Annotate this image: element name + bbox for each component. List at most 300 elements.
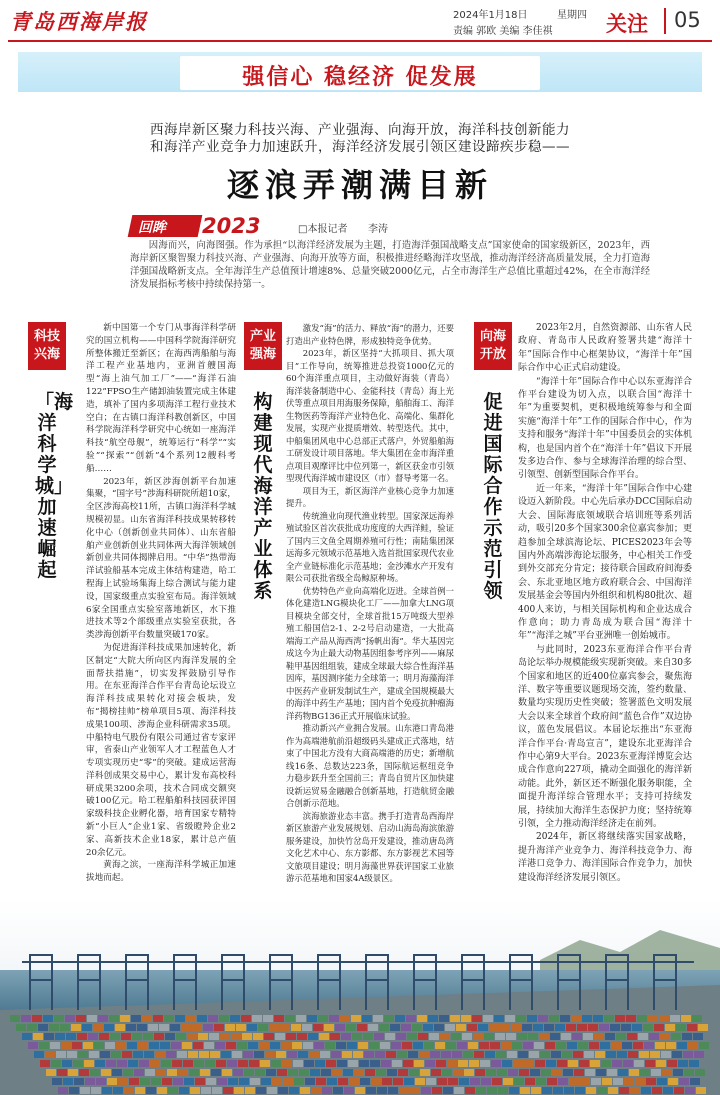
container-block <box>448 1078 458 1085</box>
container-block <box>572 1033 582 1040</box>
container-block <box>276 1051 286 1058</box>
container-block <box>170 1024 180 1031</box>
container-block <box>606 1051 616 1058</box>
column-3-paragraph: 近一年来，“海洋十年”国际合作中心建设迈入新阶段。中心先后承办DCC国际启动大会、国际海底领域联合培训班等系列活动，吸引20多个国家300余位嘉宾参加；更趋参加全球滨海论坛、PICES2023年会等国内外高端涉海论坛服务，中心相关工作受到外交部充分肯定；接待联合国政府间海委会、东北亚地区地方政府联合会、中国海洋发展基金会等国内外组织和机构80批次、超400人来访，与相关国际机构和企业达成合作意向；助力青岛成为联合国“海洋十年”“海洋之城”平台亚洲唯一创始城市。 <box>518 483 692 642</box>
container-block <box>464 1069 474 1076</box>
container-block <box>557 1060 567 1067</box>
container-block <box>363 1033 373 1040</box>
container-block <box>639 1051 649 1058</box>
container-block <box>553 1087 563 1094</box>
issue-date: 2024年1月18日 <box>453 10 528 21</box>
container-block <box>634 1060 644 1067</box>
container-block <box>676 1024 686 1031</box>
container-block <box>693 1033 703 1040</box>
column-2-paragraph: 传统渔业向现代渔业转型。国家深远海养殖试验区首次获批成功度度的大西洋鲑，验证了国内三文鱼全周期养殖可行性；南陆集团深远海多元领域示范基地入选首批国家现代农业全产业链标准化示范基地；金沙滩水产开发有限公司获批省级全岛鲸原种场。 <box>286 510 454 583</box>
container-block <box>602 1078 612 1085</box>
container-block <box>200 1069 210 1076</box>
column-1-paragraph: 黄海之滨，一座海洋科学城正加速拔地而起。 <box>86 860 236 884</box>
container-block <box>285 1015 295 1022</box>
container-block <box>630 1087 640 1094</box>
container-block <box>540 1051 550 1058</box>
container-block <box>567 1042 577 1049</box>
container-block <box>626 1015 636 1022</box>
column-2-paragraph: 推动新兴产业拥合发展。山东港口青岛港作为高端港航前沿超级码头建成正式落地，结束了中国北方没有大商高端港的历史；新增航线16条、总数达223条，国际航运枢纽竞争力稳步跃升至全国前三；青岛自贸片区加快建设新运贸易金融融合创新基地，打造航贸金融合创新示范地。 <box>286 723 454 808</box>
container-block <box>151 1078 161 1085</box>
container-block <box>685 1087 695 1094</box>
container-block <box>478 1024 488 1031</box>
container-block <box>662 1069 672 1076</box>
container-block <box>431 1069 441 1076</box>
column-1-paragraph: 为促进海洋科技成果加速转化，新区制定“大院大所向区内海洋发展的全面帮扶措施”，切实发挥鼓励引导作用。在东亚海洋合作平台青岛论坛设立海洋科技成果转化对接会板块，发布“揭榜挂帅”榜单项目5项、海洋科技成果100项、涉海企业科研需求35项。中船特电气股份有限公司通过省专家评审，省泰山产业领军人才工程蓝色人才专项实现历史“零”的突破。建成运营海洋科创成果交易中心，累计发布高校科研成果3200余项，技术合同成交额突破100亿元。哈工程船舶科技园获评国家级科技企业孵化器，培育国家专精特新“小巨人”企业1家、省级瞪羚企业2家、高新技术企业18家，累计总产值20余亿元。 <box>86 642 236 858</box>
container-block <box>663 1087 673 1094</box>
container-block <box>283 1078 293 1085</box>
container-block <box>115 1024 125 1031</box>
container-block <box>269 1024 279 1031</box>
container-block <box>552 1069 562 1076</box>
container-block <box>457 1042 467 1049</box>
container-block <box>138 1042 148 1049</box>
container-block <box>316 1078 326 1085</box>
container-block <box>507 1051 517 1058</box>
container-block <box>129 1078 139 1085</box>
container-block <box>270 1042 280 1049</box>
container-block <box>274 1015 284 1022</box>
container-block <box>177 1051 187 1058</box>
container-block <box>617 1051 627 1058</box>
container-block <box>309 1051 319 1058</box>
column-3-title: 促进国际合作示范引领 <box>483 391 503 602</box>
container-block <box>221 1051 231 1058</box>
container-block <box>197 1015 207 1022</box>
container-block <box>366 1087 376 1094</box>
container-block <box>104 1024 114 1031</box>
container-block <box>407 1033 417 1040</box>
container-block <box>100 1051 110 1058</box>
container-block <box>442 1069 452 1076</box>
container-block <box>529 1051 539 1058</box>
container-block <box>365 1069 375 1076</box>
container-block <box>513 1060 523 1067</box>
container-block <box>384 1015 394 1022</box>
container-block <box>616 1033 626 1040</box>
container-block <box>291 1024 301 1031</box>
column-2-paragraph: 2023年，新区坚持“大抓项目、抓大项目”工作导向，统筹推进总投资1000亿元的60个海洋重点项目，主动做好海装（青岛）海洋装备制造中心、金能科技（青岛）海上光伏等重点项目用海服务保障，船舶海工、海洋生物医药等海洋产业特色化、高端化、集群化发展，实现产业提质增效、转型迭代。其中，中船集团风电中心总部正式落户，外贸船舶海工研发设计项目落地。华大集团在金市海洋重点项目观摩评比中位列第一，新区获金市引领型现代海洋城市建设区（市）督导考第一名。 <box>286 348 454 483</box>
container-block <box>261 1078 271 1085</box>
container-block <box>369 1042 379 1049</box>
container-block <box>694 1051 704 1058</box>
container-block <box>168 1087 178 1094</box>
container-block <box>153 1015 163 1022</box>
container-block <box>681 1015 691 1022</box>
container-block <box>386 1051 396 1058</box>
headline: 逐浪弄潮满目新 <box>226 166 493 204</box>
container-block <box>538 1015 548 1022</box>
container-block <box>126 1024 136 1031</box>
container-block <box>89 1051 99 1058</box>
container-block <box>611 1042 621 1049</box>
container-block <box>436 1060 446 1067</box>
container-block <box>206 1078 216 1085</box>
container-block <box>314 1042 324 1049</box>
container-block <box>594 1033 604 1040</box>
container-block <box>145 1069 155 1076</box>
container-block <box>403 1060 413 1067</box>
container-block <box>637 1015 647 1022</box>
container-block <box>644 1042 654 1049</box>
container-block <box>520 1087 530 1094</box>
container-block <box>374 1033 384 1040</box>
container-block <box>253 1033 263 1040</box>
container-block <box>10 1015 20 1022</box>
container-block <box>387 1069 397 1076</box>
container-block <box>628 1051 638 1058</box>
container-block <box>392 1060 402 1067</box>
container-block <box>421 1087 431 1094</box>
container-block <box>414 1060 424 1067</box>
container-block <box>318 1015 328 1022</box>
container-block <box>439 1015 449 1022</box>
container-block <box>633 1042 643 1049</box>
column-1-body <box>86 322 236 885</box>
container-block <box>95 1060 105 1067</box>
container-block <box>699 1042 709 1049</box>
container-block <box>682 1033 692 1040</box>
container-block <box>275 1033 285 1040</box>
container-block <box>441 1051 451 1058</box>
container-block <box>289 1087 299 1094</box>
container-block <box>117 1060 127 1067</box>
container-block <box>463 1051 473 1058</box>
column-2-tag: 产业强海 <box>244 322 282 370</box>
container-block <box>588 1024 598 1031</box>
container-block <box>357 1024 367 1031</box>
container-block <box>120 1015 130 1022</box>
container-block <box>476 1087 486 1094</box>
container-block <box>645 1060 655 1067</box>
container-block <box>292 1042 302 1049</box>
container-block <box>237 1042 247 1049</box>
container-block <box>190 1087 200 1094</box>
container-block <box>451 1033 461 1040</box>
container-block <box>539 1033 549 1040</box>
container-block <box>424 1042 434 1049</box>
container-block <box>204 1042 214 1049</box>
container-block <box>665 1024 675 1031</box>
container-block <box>655 1042 665 1049</box>
container-block <box>429 1033 439 1040</box>
container-block <box>45 1051 55 1058</box>
container-block <box>96 1078 106 1085</box>
column-1-paragraph: 2023年，新区涉海创新平台加速集聚，“国字号”涉海科研院所超10家，全区涉海高校11所，古镇口海洋科学城规模初显。山东省海洋科技成果转移转化中心（创新创业共同体）、山东省船舶产业创新创业共同体两大海洋领域创新创业共同体揭牌启用。“中华”热带海洋试验船基本完成主体结构建造，哈工程海上试验场集海上综合测试与能力建设，国家级重点实验室布局。海洋领域6家全国重点实验室落地新区，水下推进技术等2个部级重点实验室获批，各类涉海创新平台数量突破170家。 <box>86 476 236 641</box>
container-block <box>622 1042 632 1049</box>
container-block <box>52 1078 62 1085</box>
container-block <box>66 1033 76 1040</box>
column-2-paragraph: 项目为王，新区海洋产业核心竞争力加速提升。 <box>286 485 454 508</box>
year-review-logo <box>130 211 270 241</box>
container-block <box>192 1024 202 1031</box>
container-block <box>470 1078 480 1085</box>
container-block <box>226 1042 236 1049</box>
container-block <box>186 1015 196 1022</box>
column-2-paragraph: 激发“海”的活力、释放“海”的潜力，还要打造出产业特色牌，形成独特竞争优势。 <box>286 323 454 346</box>
container-block <box>434 1024 444 1031</box>
container-block <box>679 1078 689 1085</box>
container-block <box>558 1078 568 1085</box>
column-2-paragraph: 滨海旅游业态丰富。携手打造青岛西海岸新区旅游产业发展规划、启动山海岛海滨旅游服务建设，加快竹岔岛开发建设，推动唐岛湾文化艺术中心、东方影都、东方影视艺术园等文旅项目建设；明月海藻世界获评国家工业旅游示范基地和国家4A级景区。 <box>286 810 454 883</box>
container-block <box>677 1042 687 1049</box>
container-block <box>555 1024 565 1031</box>
container-block <box>327 1078 337 1085</box>
container-block <box>346 1024 356 1031</box>
container-block <box>454 1087 464 1094</box>
container-block <box>650 1051 660 1058</box>
container-block <box>231 1033 241 1040</box>
container-block <box>118 1078 128 1085</box>
subheadline-line-2: 和海洋产业竞争力加速跃升，海洋经济发展引领区建设蹄疾步稳—— <box>150 139 570 155</box>
container-block <box>259 1042 269 1049</box>
container-block <box>112 1069 122 1076</box>
container-block <box>252 1015 262 1022</box>
container-block <box>573 1051 583 1058</box>
review-logo-text: 回眸 <box>138 220 166 236</box>
container-block <box>698 1024 708 1031</box>
container-block <box>210 1051 220 1058</box>
container-block <box>599 1024 609 1031</box>
container-block <box>627 1033 637 1040</box>
banner-slogan: 强信心 稳经济 促发展 <box>242 65 478 90</box>
container-block <box>501 1042 511 1049</box>
column-2-paragraph: 优势特色产业向高端化迈进。全球首例一体化建造LNG模块化工厂——加拿大LNG项目模块全部交付，全球首批15万吨级大型养殖工船国信2-1、2-2号启动建造，一大批高端海工产品从海西湾“扬帆出海”。华大基因完成这今为止最大动物基因组参考序列——麻尿鞋甲基因组组装，建成全球最大综合性海洋基因库，基因测序能力全球第一；明月海藻海洋中医药产业研发制试生产，建成全国规模最大的海洋中药生产基地；国内首个免疫抗肿瘤海洋药物BG136正式开展临床试验。 <box>286 585 454 721</box>
column-2-body <box>286 322 454 885</box>
container-block <box>341 1033 351 1040</box>
container-block <box>331 1051 341 1058</box>
container-block <box>137 1024 147 1031</box>
container-block <box>695 1069 705 1076</box>
container-block <box>305 1078 315 1085</box>
container-block <box>135 1087 145 1094</box>
container-block <box>288 1069 298 1076</box>
container-block <box>458 1060 468 1067</box>
container-block <box>303 1042 313 1049</box>
container-block <box>267 1087 277 1094</box>
container-block <box>282 1060 292 1067</box>
container-block <box>56 1051 66 1058</box>
container-block <box>166 1051 176 1058</box>
container-block <box>132 1033 142 1040</box>
editor-credits: 责编 郭欧 美编 李佳祺 <box>453 26 553 37</box>
container-block <box>601 1060 611 1067</box>
container-block <box>131 1015 141 1022</box>
container-block <box>651 1069 661 1076</box>
container-block <box>485 1051 495 1058</box>
container-block <box>272 1078 282 1085</box>
container-block <box>461 1015 471 1022</box>
container-block <box>250 1078 260 1085</box>
container-block <box>94 1042 104 1049</box>
container-block <box>596 1069 606 1076</box>
column-1-paragraph: 新中国第一个专门从事海洋科学研究的国立机构——中国科学院海洋研究所整体搬迁至新区；在海西湾船舶与海洋工程产业基地内，亚洲首艘国海型“海上油气加工厂”——“海洋石油122”FPSO生产储卸油装置完成主体建造，填补了国内多项海洋工程行业技术空白；在古镇口海洋科教创新区，中国科学院海洋科学研究中心统如一座海洋科技“航空母舰”，统筹运行“科学”“实验”“探索”“创新”4个系列12艘科考船…… <box>86 323 236 474</box>
container-block <box>511 1024 521 1031</box>
container-block <box>230 1015 240 1022</box>
container-block <box>232 1051 242 1058</box>
container-block <box>162 1078 172 1085</box>
container-block <box>76 1015 86 1022</box>
container-block <box>181 1024 191 1031</box>
container-block <box>373 1015 383 1022</box>
container-block <box>544 1024 554 1031</box>
container-block <box>535 1060 545 1067</box>
container-block <box>508 1069 518 1076</box>
container-block <box>84 1060 94 1067</box>
container-block <box>55 1033 65 1040</box>
container-block <box>33 1033 43 1040</box>
column-3-tag: 向海开放 <box>474 322 512 370</box>
container-block <box>605 1033 615 1040</box>
container-block <box>678 1060 688 1067</box>
container-block <box>337 1060 347 1067</box>
container-block <box>687 1024 697 1031</box>
container-block <box>34 1051 44 1058</box>
container-block <box>173 1078 183 1085</box>
container-block <box>395 1015 405 1022</box>
container-block <box>160 1042 170 1049</box>
container-block <box>370 1060 380 1067</box>
container-block <box>332 1069 342 1076</box>
container-block <box>302 1024 312 1031</box>
container-block <box>72 1042 82 1049</box>
container-block <box>410 1087 420 1094</box>
container-block <box>321 1069 331 1076</box>
container-block <box>419 1051 429 1058</box>
container-block <box>278 1087 288 1094</box>
container-block <box>68 1069 78 1076</box>
container-block <box>150 1060 160 1067</box>
container-block <box>591 1078 601 1085</box>
column-1-tag: 科技兴海 <box>28 322 66 370</box>
container-block <box>154 1033 164 1040</box>
container-block <box>612 1060 622 1067</box>
container-block <box>660 1033 670 1040</box>
container-block <box>415 1078 425 1085</box>
container-block <box>491 1060 501 1067</box>
container-block <box>248 1042 258 1049</box>
container-block <box>73 1060 83 1067</box>
container-block <box>556 1042 566 1049</box>
container-block <box>348 1060 358 1067</box>
container-block <box>85 1078 95 1085</box>
container-block <box>57 1069 67 1076</box>
container-block <box>607 1069 617 1076</box>
container-block <box>486 1069 496 1076</box>
container-block <box>610 1024 620 1031</box>
container-block <box>615 1015 625 1022</box>
container-block <box>420 1069 430 1076</box>
container-block <box>509 1087 519 1094</box>
container-block <box>63 1078 73 1085</box>
container-block <box>241 1015 251 1022</box>
container-block <box>564 1087 574 1094</box>
container-block <box>83 1042 93 1049</box>
container-block <box>110 1033 120 1040</box>
container-block <box>188 1051 198 1058</box>
container-block <box>487 1087 497 1094</box>
subheadline-line-1: 西海岸新区聚力科技兴海、产业强海、向海开放，海洋科技创新能力 <box>150 122 570 138</box>
container-block <box>60 1024 70 1031</box>
container-block <box>69 1087 79 1094</box>
container-block <box>560 1015 570 1022</box>
container-block <box>105 1042 115 1049</box>
container-block <box>21 1015 31 1022</box>
container-block <box>453 1069 463 1076</box>
container-block <box>417 1015 427 1022</box>
column-3-body <box>518 322 692 885</box>
container-block <box>380 1042 390 1049</box>
container-block <box>496 1051 506 1058</box>
container-block <box>571 1015 581 1022</box>
container-block <box>335 1024 345 1031</box>
container-block <box>310 1069 320 1076</box>
container-block <box>146 1087 156 1094</box>
container-block <box>199 1051 209 1058</box>
container-block <box>187 1033 197 1040</box>
container-block <box>255 1069 265 1076</box>
container-block <box>533 1024 543 1031</box>
container-block <box>409 1069 419 1076</box>
container-block <box>683 1051 693 1058</box>
container-block <box>497 1069 507 1076</box>
container-block <box>280 1024 290 1031</box>
container-block <box>437 1078 447 1085</box>
container-block <box>265 1051 275 1058</box>
container-block <box>608 1087 618 1094</box>
container-block <box>344 1087 354 1094</box>
container-block <box>65 1015 75 1022</box>
container-block <box>294 1078 304 1085</box>
container-block <box>342 1051 352 1058</box>
container-block <box>574 1069 584 1076</box>
column-1-title: 「海洋科学城」加速崛起 <box>35 391 74 581</box>
container-block <box>214 1024 224 1031</box>
container-block <box>512 1042 522 1049</box>
container-block <box>696 1087 706 1094</box>
container-block <box>585 1069 595 1076</box>
container-block <box>156 1069 166 1076</box>
container-block <box>77 1033 87 1040</box>
container-block <box>624 1078 634 1085</box>
container-block <box>376 1069 386 1076</box>
container-block <box>688 1042 698 1049</box>
container-block <box>113 1087 123 1094</box>
container-block <box>483 1015 493 1022</box>
container-block <box>143 1033 153 1040</box>
container-block <box>194 1060 204 1067</box>
container-block <box>157 1087 167 1094</box>
container-block <box>525 1078 535 1085</box>
container-block <box>293 1060 303 1067</box>
container-block <box>402 1042 412 1049</box>
container-block <box>351 1015 361 1022</box>
container-block <box>159 1024 169 1031</box>
container-block <box>425 1060 435 1067</box>
container-block <box>320 1051 330 1058</box>
container-block <box>481 1078 491 1085</box>
container-block <box>450 1015 460 1022</box>
container-block <box>546 1060 556 1067</box>
container-block <box>183 1060 193 1067</box>
container-block <box>575 1087 585 1094</box>
container-block <box>561 1033 571 1040</box>
container-block <box>641 1087 651 1094</box>
